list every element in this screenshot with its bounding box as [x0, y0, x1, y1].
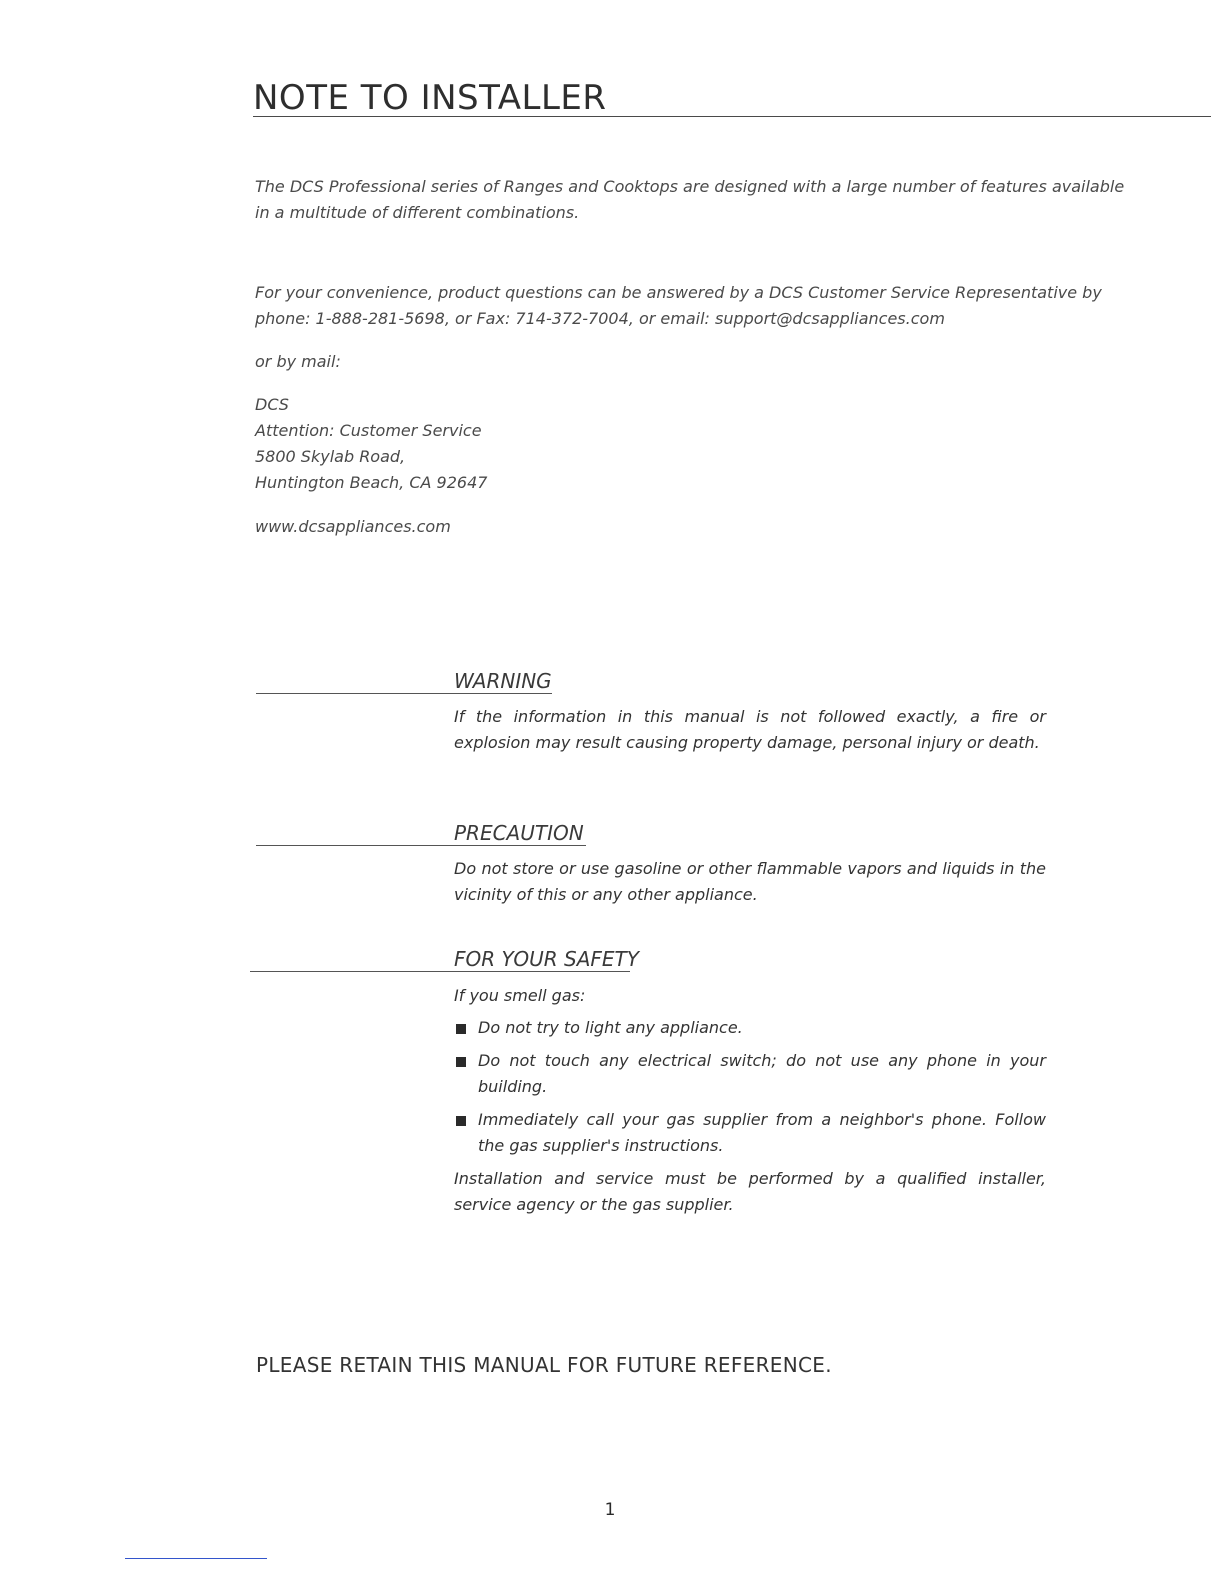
- retain-notice: PLEASE RETAIN THIS MANUAL FOR FUTURE REFERENCE.: [256, 1353, 832, 1377]
- square-bullet-icon: [456, 1057, 466, 1067]
- website-link[interactable]: www.dcsappliances.com: [255, 517, 451, 536]
- square-bullet-icon: [456, 1116, 466, 1126]
- safety-rule: [250, 971, 630, 972]
- footer-rule: [125, 1558, 267, 1559]
- address-line-street: 5800 Skylab Road,: [255, 447, 406, 466]
- list-item-text: Do not try to light any appliance.: [478, 1018, 743, 1037]
- title-underline: [253, 116, 1211, 117]
- safety-intro: If you smell gas:: [454, 986, 586, 1005]
- safety-footer: Installation and service must be performed by a qualified installer, service agency or the gas supplier.: [454, 1169, 1046, 1214]
- list-item: [454, 1015, 1046, 1041]
- warning-body: If the information in this manual is not followed exactly, a fire or explosion may result causing property damage, personal injury or death.: [454, 707, 1046, 752]
- safety-heading: FOR YOUR SAFETY: [454, 947, 639, 971]
- safety-list: [454, 1015, 1046, 1166]
- contact-paragraph: For your convenience, product questions can be answered by a DCS Customer Service Representative by phone: 1-888-281-5698, or Fax: 714-372-7004, or email: support@dcsappliances.com: [255, 283, 1102, 328]
- mailing-address: [255, 392, 487, 496]
- warning-heading: WARNING: [454, 669, 552, 693]
- page-title: NOTE TO INSTALLER: [253, 78, 607, 118]
- list-item: [454, 1048, 1046, 1100]
- page-number: 1: [604, 1500, 616, 1520]
- precaution-heading: PRECAUTION: [454, 821, 584, 845]
- precaution-body: Do not store or use gasoline or other flammable vapors and liquids in the vicinity of this or any other appliance.: [454, 859, 1046, 904]
- list-item-text: Immediately call your gas supplier from a neighbor's phone. Follow the gas supplier's instructions.: [478, 1110, 1046, 1155]
- intro-paragraph: The DCS Professional series of Ranges and Cooktops are designed with a large number of features available in a multitude of different combinations.: [255, 177, 1125, 222]
- address-line-city: Huntington Beach, CA 92647: [255, 473, 488, 492]
- address-line-company: DCS: [255, 395, 289, 414]
- list-item: [454, 1107, 1046, 1159]
- square-bullet-icon: [456, 1024, 466, 1034]
- warning-rule: [256, 693, 552, 694]
- precaution-rule: [256, 845, 586, 846]
- address-line-attention: Attention: Customer Service: [255, 421, 482, 440]
- by-mail-label: or by mail:: [255, 352, 341, 371]
- list-item-text: Do not touch any electrical switch; do not use any phone in your building.: [478, 1051, 1046, 1096]
